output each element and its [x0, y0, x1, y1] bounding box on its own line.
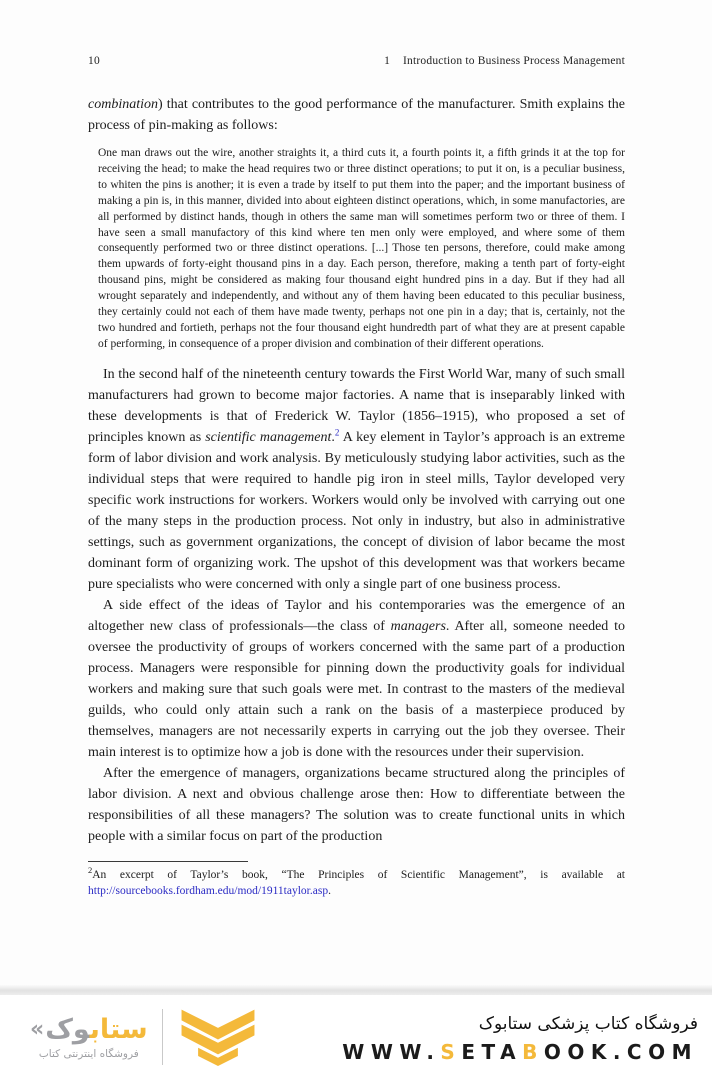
guillemet-icon: « — [30, 1016, 45, 1042]
website-url — [342, 1040, 698, 1064]
url-www: WWW. — [342, 1039, 441, 1064]
footnote-body: An excerpt of Taylor’s book, “The Principles of Scientific Management”, is available at — [92, 868, 625, 881]
paragraph-intro-text: ) that contributes to the good performance of the manufacturer. Smith explains the process of pin-making as follows: — [88, 97, 625, 133]
url-s-accent: S — [440, 1039, 462, 1064]
smith-pin-making-quote — [98, 146, 625, 353]
paragraph-managers — [88, 595, 625, 763]
footnote-marker: 2 — [88, 864, 93, 875]
logo-divider — [162, 1009, 164, 1065]
chapter-title: Introduction to Business Process Management — [403, 55, 625, 67]
footnote-end: . — [328, 885, 331, 898]
paragraph-taylor-text-1: In the second half of the nineteenth century towards the First World War, many of such small manufacturers had grown to become major factories. A name that is inseparably linked with these developments is that of Frederick W. Taylor (1856–1915), who proposed a set of principles known as — [88, 366, 625, 445]
wordmark-gray-part: وک — [45, 1013, 90, 1045]
logo-tagline: فروشگاه اینترنتی کتاب — [38, 1047, 139, 1060]
page-header — [88, 55, 625, 67]
wordmark-letters — [45, 1015, 147, 1045]
page-number: 10 — [88, 55, 100, 67]
italic-managers: managers — [390, 618, 446, 634]
footnote-text — [88, 864, 625, 900]
running-title — [384, 55, 625, 67]
chapter-number: 1 — [384, 55, 391, 67]
url-eta: ETA — [461, 1039, 523, 1064]
brand-block — [342, 1011, 698, 1064]
footnote-reference-2[interactable]: 2 — [334, 427, 340, 438]
chevron-emblem-icon — [175, 1008, 261, 1066]
paragraph-managers-text-1: A side effect of the ideas of Taylor and his contemporaries was the emergence of an altogether new class of professionals—the class of — [88, 597, 625, 634]
footnote-block — [88, 861, 625, 900]
quote-text: One man draws out the wire, another straights it, a third cuts it, a fourth points it, a fifth grinds it at the top for receiving the head; to make the head requires two or three distinct operations; to put it on, is a peculiar business, to whiten the pins is another; it is even a trade by itself to put them into the paper; and the important business of making a pin is, in this manner, divided into about eighteen distinct operations, which, in some manufactories, are all performed by distinct hands, though in others the same man will sometimes perform two or three of them. I have seen a small manufactory of this kind where ten men only were employed, and where some of them consequently performed two or three distinct operations. [...] Those ten persons, therefore, could make among them upwards of forty-eight thousand pins in a day. Each person, therefore, making a tenth part of forty-eight thousand pins, might be considered as making four thousand eight hundred pins in a day. But if they had all wrought separately and independently, and without any of them having been educated to this peculiar business, they certainly could not each of them have made twenty, perhaps not one pin in a day; that is, certainly, not the two hundred and fortieth, perhaps not the four thousand eight hundredth part of what they are at present capable of performing, in consequence of a proper division and combination of their different operations. — [98, 147, 625, 350]
setabook-wordmark — [30, 1015, 148, 1045]
url-b-accent: B — [522, 1039, 544, 1064]
paragraph-taylor-text-2: A key element in Taylor’s approach is an extreme form of labor division and work analysis. By meticulously studying labor activities, such as the individual steps that were required to handle pig iron in steel mills, Taylor developed very specific work instructions for workers. Workers would only be involved with carrying out one of the many steps in the production process. Not only in industry, but also in administrative settings, such as government organizations, the concept of division of labor became the most dominant form of organizing work. The upshot of this development was that workers became pure specialists who were concerned with only a single part of one business process. — [88, 429, 626, 592]
page-bottom-shadow — [0, 985, 712, 995]
paragraph-functional-units: After the emergence of managers, organizations became structured along the principles of labor division. A next and obvious challenge arose then: How to differentiate between the responsibilities of all these managers? The solution was to create functional units in which people with a similar focus on part of the production — [88, 765, 625, 844]
store-title-persian: فروشگاه کتاب پزشکی ستابوک — [478, 1013, 698, 1034]
footnote-url-link[interactable]: http://sourcebooks.fordham.edu/mod/1911taylor.asp — [88, 885, 329, 898]
paragraph-taylor — [88, 364, 625, 595]
wordmark-yellow-part: ستاب — [89, 1013, 148, 1045]
period: . — [331, 429, 335, 445]
footnote-rule — [88, 861, 248, 862]
italic-scientific-management: scientific management — [205, 429, 332, 445]
url-ook-com: OOK.COM — [543, 1039, 698, 1064]
logo-text-block — [30, 1015, 148, 1060]
setabook-banner — [0, 995, 712, 1079]
italic-combination: combination — [88, 97, 158, 112]
paragraph-intro — [88, 94, 625, 136]
paragraph-managers-text-2: . After all, someone needed to oversee the productivity of groups of workers concerned with the same part of a production process. Managers were responsible for pinning down the productivity goals for individual workers and making sure that such goals were met. In contrast to the masters of the medieval guilds, who could only attain such a rank on the basis of a masterpiece produced by themselves, managers are not necessarily experts in carrying out the job they oversee. Their main interest is to optimize how a job is done with the resources under their supervision. — [88, 618, 625, 760]
setabook-logo — [30, 1008, 261, 1066]
